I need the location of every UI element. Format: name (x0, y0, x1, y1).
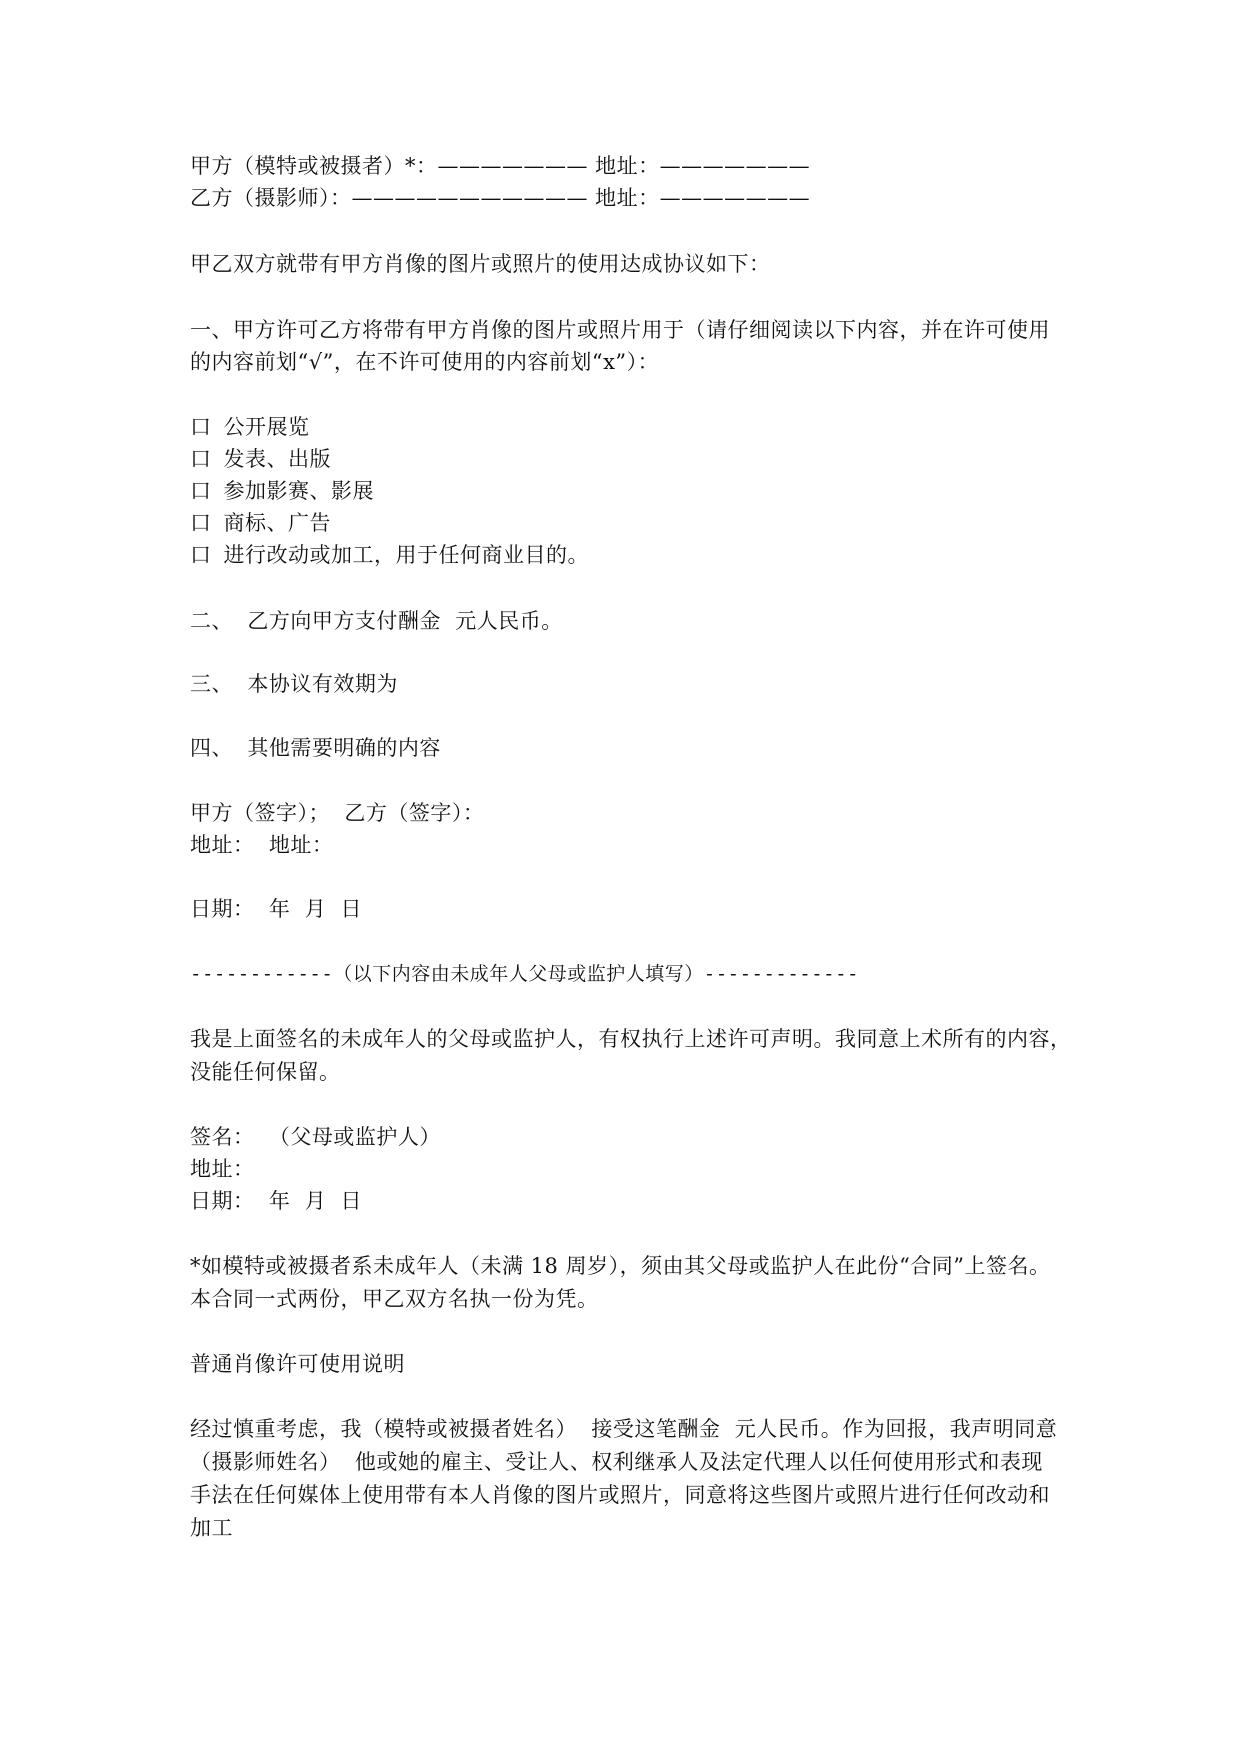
clause-1-line-1: 一、甲方许可乙方将带有甲方肖像的图片或照片用于（请仔细阅读以下内容，并在许可使用 (190, 318, 1050, 342)
option-label: 进行改动或加工，用于任何商业目的。 (223, 543, 589, 567)
guardian-address: 地址： (190, 1157, 255, 1181)
party-a-line: 甲方（模特或被摄者）*：——————— 地址：——————— (190, 154, 811, 178)
option-public-exhibition (190, 411, 310, 443)
option-publish (190, 443, 331, 475)
note-line-2: 本合同一式两份，甲乙双方名执一份为凭。 (190, 1287, 599, 1311)
guardian-divider: ------------（以下内容由未成年人父母或监护人填写）------------- (190, 963, 859, 985)
checkbox[interactable]: 口 (190, 415, 212, 439)
statement-line-4: 加工 (190, 1516, 233, 1540)
statement-line-1: 经过慎重考虑，我（模特或被摄者姓名） 接受这笔酬金 元人民币。作为回报，我声明同意 (190, 1417, 1058, 1441)
intro-text: 甲乙双方就带有甲方肖像的图片或照片的使用达成协议如下： (190, 252, 771, 276)
party-b-line: 乙方（摄影师）：——————————— 地址：——————— (190, 186, 811, 210)
guardian-signature: 签名： （父母或监护人） (190, 1125, 441, 1149)
note-line-1: *如模特或被摄者系未成年人（未满 18 周岁），须由其父母或监护人在此份“合同”上签名。 (190, 1254, 1051, 1278)
checkbox[interactable]: 口 (190, 543, 212, 567)
option-competition (190, 475, 374, 507)
signature-line: 甲方（签字）； 乙方（签字）： (190, 801, 485, 825)
checkbox[interactable]: 口 (190, 511, 212, 535)
guardian-statement-line-2: 没能任何保留。 (190, 1060, 341, 1084)
clause-3: 三、 本协议有效期为 (190, 672, 398, 696)
clause-1-line-2: 的内容前划“√”，在不许可使用的内容前划“x”）： (190, 350, 660, 374)
option-label: 公开展览 (223, 415, 310, 439)
address-line: 地址： 地址： (190, 833, 334, 857)
option-label: 参加影赛、影展 (223, 479, 374, 503)
clause-2: 二、 乙方向甲方支付酬金 元人民币。 (190, 609, 563, 633)
date-line: 日期： 年 月 日 (190, 897, 363, 921)
section-title: 普通肖像许可使用说明 (190, 1352, 405, 1376)
option-modify-commercial (190, 539, 589, 571)
option-label: 发表、出版 (223, 447, 331, 471)
guardian-statement-line-1: 我是上面签名的未成年人的父母或监护人，有权执行上述许可声明。我同意上术所有的内容， (190, 1027, 1072, 1051)
option-trademark-ad (190, 507, 331, 539)
checkbox[interactable]: 口 (190, 479, 212, 503)
option-label: 商标、广告 (223, 511, 331, 535)
statement-line-3: 手法在任何媒体上使用带有本人肖像的图片或照片，同意将这些图片或照片进行任何改动和 (190, 1483, 1050, 1507)
statement-line-2: （摄影师姓名） 他或她的雇主、受让人、权利继承人及法定代理人以任何使用形式和表现 (190, 1450, 1043, 1474)
guardian-date: 日期： 年 月 日 (190, 1189, 363, 1213)
checkbox[interactable]: 口 (190, 447, 212, 471)
clause-4: 四、 其他需要明确的内容 (190, 736, 441, 760)
